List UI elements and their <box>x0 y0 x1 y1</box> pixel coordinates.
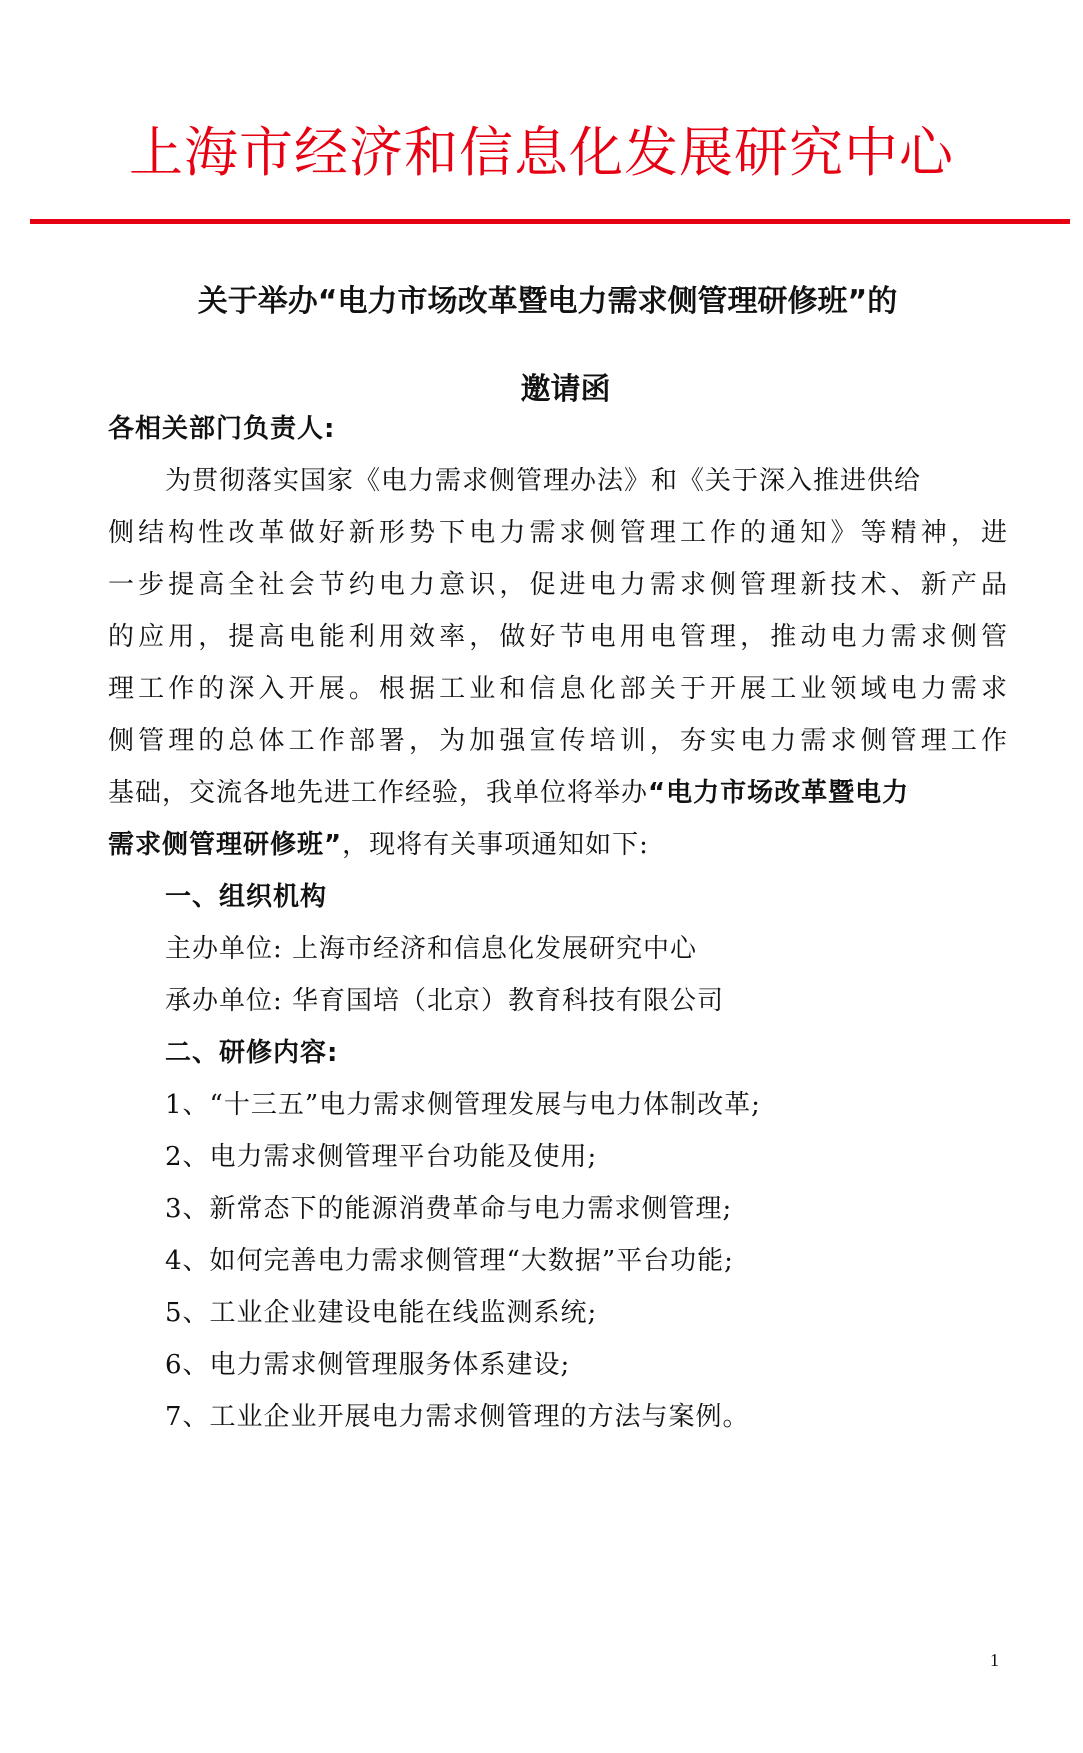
body-line-8-plain: ，现将有关事项通知如下: <box>342 830 649 860</box>
content-item-3: 3、新常态下的能源消费革命与电力需求侧管理; <box>165 1194 733 1224</box>
organizer-unit: 承办单位: 华育国培（北京）教育科技有限公司 <box>165 986 725 1016</box>
host-unit: 主办单位: 上海市经济和信息化发展研究中心 <box>165 934 698 964</box>
content-item-4: 4、如何完善电力需求侧管理“大数据”平台功能; <box>165 1246 734 1276</box>
page-number: 1 <box>990 1650 999 1670</box>
body-line-2: 侧结构性改革做好新形势下电力需求侧管理工作的通知》等精神，进 <box>108 518 1008 548</box>
organization-header: 上海市经济和信息化发展研究中心 <box>129 121 954 184</box>
body-line-4: 的应用，提高电能利用效率，做好节电用电管理，推动电力需求侧管 <box>108 622 1008 652</box>
body-line-1: 为贯彻落实国家《电力需求侧管理办法》和《关于深入推进供给 <box>165 466 922 496</box>
header-red-rule <box>30 219 1070 224</box>
body-line-5: 理工作的深入开展。根据工业和信息化部关于开展工业领域电力需求 <box>108 674 1008 704</box>
content-item-2: 2、电力需求侧管理平台功能及使用; <box>165 1142 598 1172</box>
content-item-5: 5、工业企业建设电能在线监测系统; <box>165 1298 598 1328</box>
content-item-7: 7、工业企业开展电力需求侧管理的方法与案例。 <box>165 1402 750 1432</box>
event-name-part-1: “电力市场改革暨电力 <box>648 778 910 808</box>
body-line-6: 侧管理的总体工作部署，为加强宣传培训，夯实电力需求侧管理工作 <box>108 726 1008 756</box>
body-line-3: 一步提高全社会节约电力意识，促进电力需求侧管理新技术、新产品 <box>108 570 1008 600</box>
event-name-part-2: 需求侧管理研修班” <box>108 830 343 860</box>
section-2-heading: 二、研修内容: <box>165 1038 339 1068</box>
content-item-6: 6、电力需求侧管理服务体系建设; <box>165 1350 571 1380</box>
document-title-line-1: 关于举办“电力市场改革暨电力需求侧管理研修班”的 <box>197 284 898 319</box>
document-title-line-2: 邀请函 <box>520 372 611 407</box>
section-1-heading: 一、组织机构 <box>165 882 328 912</box>
content-item-1: 1、“十三五”电力需求侧管理发展与电力体制改革; <box>165 1090 761 1120</box>
body-line-7 <box>108 773 1008 813</box>
salutation: 各相关部门负责人: <box>108 414 336 444</box>
body-line-7-plain: 基础，交流各地先进工作经验，我单位将举办 <box>108 778 649 808</box>
body-line-8 <box>108 825 1008 865</box>
